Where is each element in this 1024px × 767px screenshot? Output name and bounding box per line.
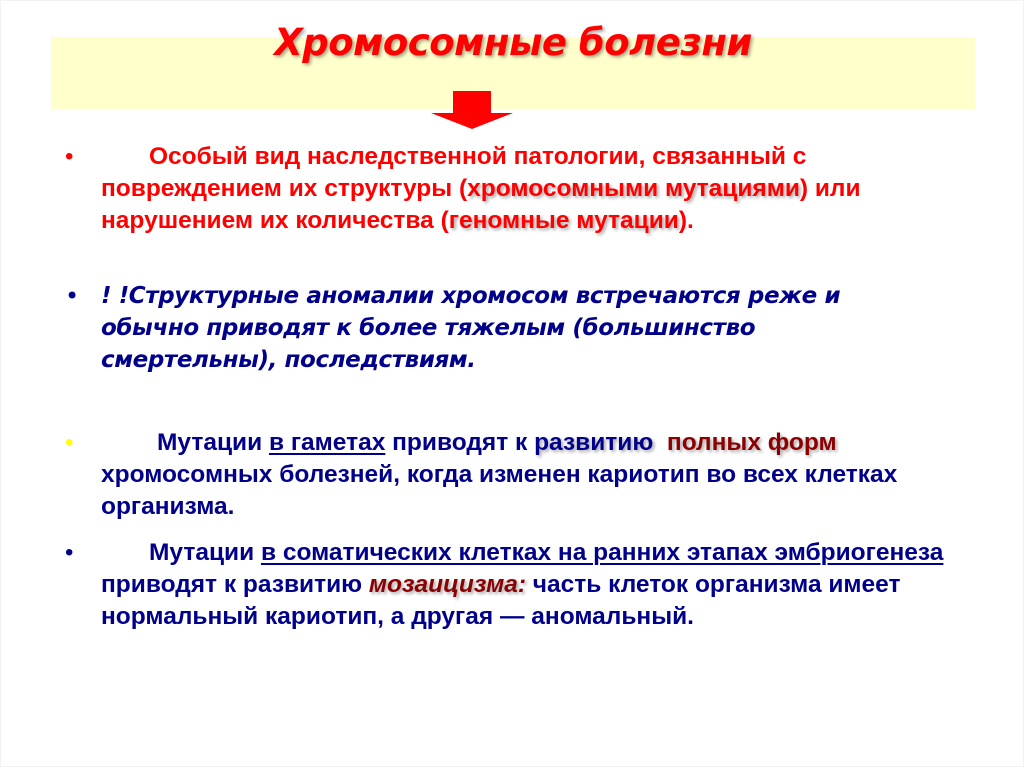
bullet-underlined: в соматических клетках на ранних этапах эмбриогенеза bbox=[260, 539, 944, 566]
bullet-marker: • bbox=[65, 143, 74, 170]
bullet-text: хромосомных болезней, когда изменен кариотип во всех клетках организма. bbox=[101, 461, 898, 520]
bullet-underlined: в гаметах bbox=[268, 429, 386, 456]
slide-title: Хромосомные болезни bbox=[274, 21, 752, 64]
bullet-highlight: развитию bbox=[534, 429, 654, 456]
bullet-item-gametes bbox=[65, 427, 901, 523]
bullet-text: Мутации bbox=[157, 429, 269, 456]
bullet-text: ) или нарушением их количества ( bbox=[101, 175, 861, 234]
bullet-highlight: хромосомными мутациями bbox=[467, 175, 800, 202]
bullet-marker: • bbox=[65, 539, 74, 566]
bullet-highlight-maroon: мозаицизма: bbox=[368, 571, 526, 598]
bullet-item-structural-anomalies bbox=[65, 280, 901, 376]
bullet-highlight-maroon: полных форм bbox=[666, 429, 837, 456]
bullet-text: Мутации bbox=[149, 539, 261, 566]
bullet-text: приводят к bbox=[385, 429, 535, 456]
bullet-marker: • bbox=[65, 429, 74, 456]
bullet-item-somatic bbox=[65, 537, 971, 633]
bullet-marker: • bbox=[65, 282, 79, 310]
bullet-text: приводят к развитию bbox=[101, 571, 369, 598]
bullet-text: ! !Структурные аномалии хромосом встречаются реже и обычно приводят к более тяжелым (большинство смертельны), последствиям. bbox=[101, 283, 841, 373]
bullet-text: ). bbox=[678, 207, 694, 234]
bullet-item-definition bbox=[65, 141, 951, 237]
down-arrow-icon bbox=[431, 91, 513, 129]
bullet-text: часть клеток организма имеет нормальный кариотип, а другая — аномальный. bbox=[101, 571, 901, 630]
bullet-text: Особый вид наследственной патологии, связанный с повреждением их структуры ( bbox=[101, 143, 807, 202]
bullet-highlight: геномные мутации bbox=[448, 207, 679, 234]
